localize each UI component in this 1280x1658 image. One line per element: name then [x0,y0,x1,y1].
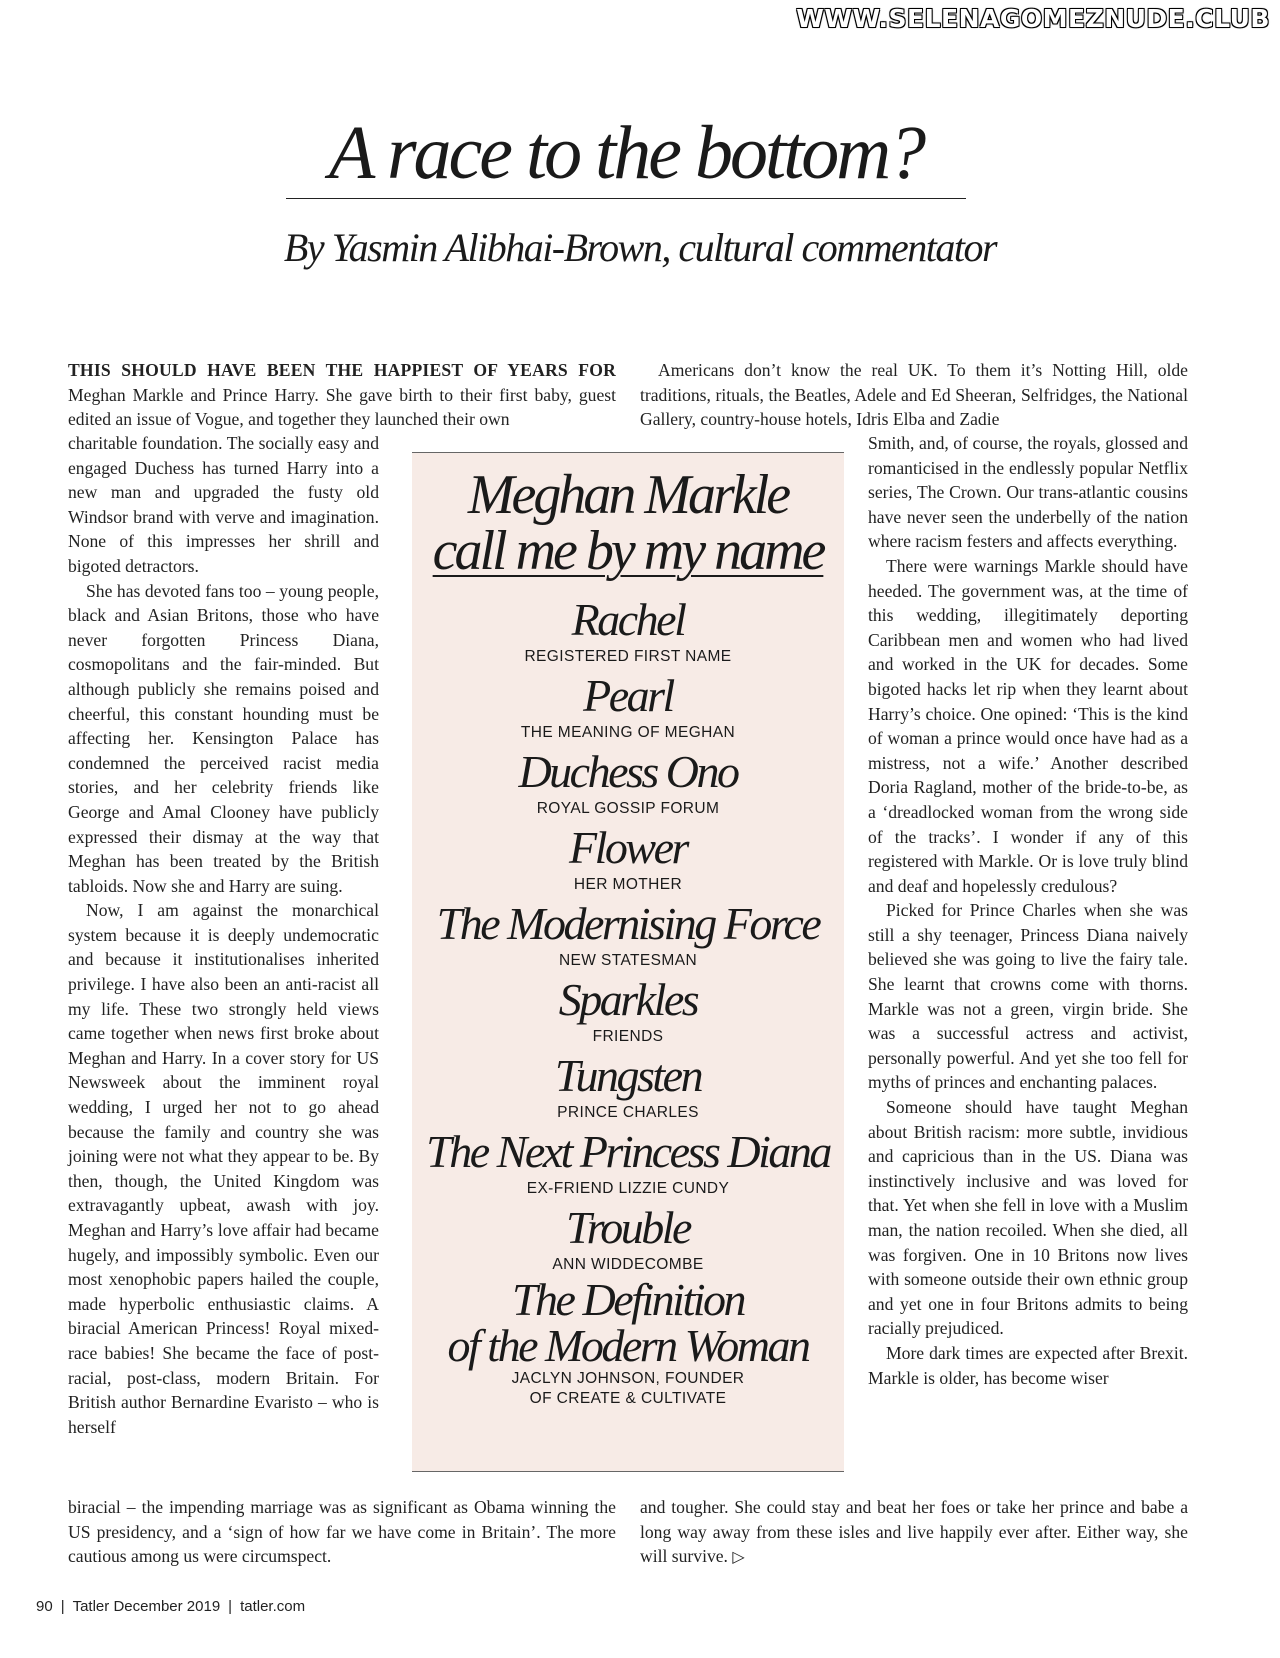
column-2-end [640,1495,1188,1571]
page-footer: 90 | Tatler December 2019 | tatler.com [36,1598,306,1615]
paragraph: Someone should have taught Meghan about British racism: more subtle, invidious and capricious than in the US. Diana was instinctively inclusive and was loved for that. Yet when she fell in love with a Muslim man, the nation recoiled. When she died, all was forgiven. One in 10 Britons now lives with someone outside their own ethnic group and yet one in four Britons admits to being racially prejudiced. [868,1097,1188,1339]
nickname: Tungsten [554,1050,702,1101]
paragraph: Smith, and, of course, the royals, glossed and romanticised in the endlessly popular Netflix series, The Crown. Our trans-atlantic cousins have never seen the underbelly of the nation where racism festers and affects everything. [868,433,1188,552]
nickname: of the Modern Woman [447,1320,809,1371]
nickname-item [412,1274,844,1409]
nickname-item [412,1201,844,1275]
paragraph: biracial – the impending marriage was as significant as Obama winning the US presidency, and a ‘sign of how far we have come in Britain’. The more cautious among us were circumspect. [68,1497,616,1567]
nickname-item [412,1125,844,1199]
nickname-item [412,973,844,1047]
column-1-end [68,1495,616,1569]
paragraph: and tougher. She could stay and beat her foes or take her prince and babe a long way away from these isles and live happily ever after. Either way, she will survive. [640,1497,1188,1567]
nickname-source: REGISTERED FIRST NAME [524,648,732,665]
article-title: A race to the bottom? [286,108,966,199]
article-byline: By Yasmin Alibhai-Brown, cultural commentator [283,225,997,270]
nickname-item [412,897,844,971]
nickname-source: NEW STATESMAN [558,952,698,969]
paragraph: Picked for Prince Charles when she was still a shy teenager, Princess Diana naively believed she was going to live the fairy tale. She learnt that crowns come with thorns. Markle was not a green, virgin bride. She was a successful actress and activist, personally powerful. And yet she too fell for myths of princes and enchanting palaces. [868,900,1188,1093]
nickname-item [412,1049,844,1123]
nickname: Trouble [566,1202,690,1253]
nicknames-sidebar [412,452,844,1472]
nickname-source: OF CREATE & CULTIVATE [529,1390,727,1407]
nickname-list [412,593,844,1275]
issue-label: Tatler December 2019 [72,1598,221,1615]
end-mark-icon: ▷ [732,1549,745,1567]
nickname-source: ROYAL GOSSIP FORUM [536,800,720,817]
paragraph: More dark times are expected after Brexit. Markle is older, has become wiser [868,1342,1188,1388]
page-number: 90 [36,1598,53,1615]
nickname-source: THE MEANING OF MEGHAN [520,724,736,741]
sidebar-heading-line2: call me by my name [432,520,824,582]
column-2-body [868,431,1188,1390]
column-1-intro [68,358,616,432]
column-2-intro [640,358,1188,432]
nickname-source: FRIENDS [592,1028,664,1045]
paragraph: She has devoted fans too – young people, black and Asian Britons, those who have never forgotten Princess Diana, cosmopolitans and the fair-minded. But although publicly she remains poised and cheerful, this constant hounding must be affecting her. Kensington Palace has condemned the perceived racist media stories, and her celebrity friends like George and Amal Clooney have publicly expressed their dismay at the way that Meghan has been treated by the British tabloids. Now she and Harry are suing. [68,580,379,896]
nickname-source: JACLYN JOHNSON, FOUNDER [511,1370,745,1387]
nickname: Flower [569,822,687,873]
nickname: Pearl [583,670,673,721]
watermark: WWW.SELENAGOMEZNUDE.CLUB [796,4,1270,33]
nickname-source: PRINCE CHARLES [557,1104,699,1121]
nickname-source: ANN WIDDECOMBE [552,1256,704,1273]
nickname: The Definition [511,1274,745,1325]
nickname-source: HER MOTHER [573,876,683,893]
nickname: Duchess Ono [518,746,738,797]
sidebar-heading [412,464,844,582]
intro-text: Meghan Markle and Prince Harry. She gave birth to their first baby, guest edited an issue of Vogue, and together they launched their own [68,384,616,430]
nickname-item [412,593,844,667]
nickname: Sparkles [558,974,698,1025]
paragraph: charitable foundation. The socially easy and engaged Duchess has turned Harry into a new man and upgraded the fusty old Windsor brand with verve and imagination. None of this impresses her shrill and bigoted detractors. [68,433,379,576]
nickname-item [412,821,844,895]
paragraph: Now, I am against the monarchical system because it is deeply undemocratic and because it institutionalises inherited privilege. I have also been an anti-racist all my life. These two strongly held views came together when news first broke about Meghan and Harry. In a cover story for US Newsweek about the imminent royal wedding, I urged her not to go ahead because the family and country she was joining were not what they appear to be. By then, though, the United Kingdom was extravagantly upbeat, awash with joy. Meghan and Harry’s love affair had became hugely, and impossibly symbolic. Even our most xenophobic papers hailed the couple, made hyperbolic enthusiastic claims. A biracial American Princess! Royal mixed-race babies! She became the face of post-racial, post-class, modern Britain. For British author Bernardine Evaristo – who is herself [68,900,379,1437]
nickname-item [412,669,844,743]
site-link[interactable]: tatler.com [240,1598,306,1615]
paragraph: There were warnings Markle should have heeded. The government was, at the time of this wedding, illegitimately deporting Caribbean men and women who had lived and worked in the UK for decades. Some bigoted hacks let rip when they learnt about Harry’s choice. One opined: ‘This is the kind of woman a prince would once have had as a mistress, not a wife.’ Another described Doria Ragland, mother of the bride-to-be, as a ‘dreadlocked woman from the wrong side of the tracks’. I wonder if any of this registered with Markle. Or is love truly blind and deaf and hopelessly credulous? [868,555,1188,896]
sidebar-heading-line1: Meghan Markle [467,464,789,526]
nickname-item [412,745,844,819]
column-1-body [68,431,379,1439]
lead-in: THIS SHOULD HAVE BEEN THE HAPPIEST OF YEARS FOR [68,360,616,380]
nickname-source: EX-FRIEND LIZZIE CUNDY [526,1180,730,1197]
paragraph: Americans don’t know the real UK. To them it’s Notting Hill, olde traditions, rituals, the Beatles, Adele and Ed Sheeran, Selfridges, the National Gallery, country-house hotels, Idris Elba and Zadie [640,360,1188,430]
nickname: The Next Princess Diana [426,1126,830,1177]
nickname: The Modernising Force [436,898,820,949]
nickname: Rachel [571,594,685,645]
